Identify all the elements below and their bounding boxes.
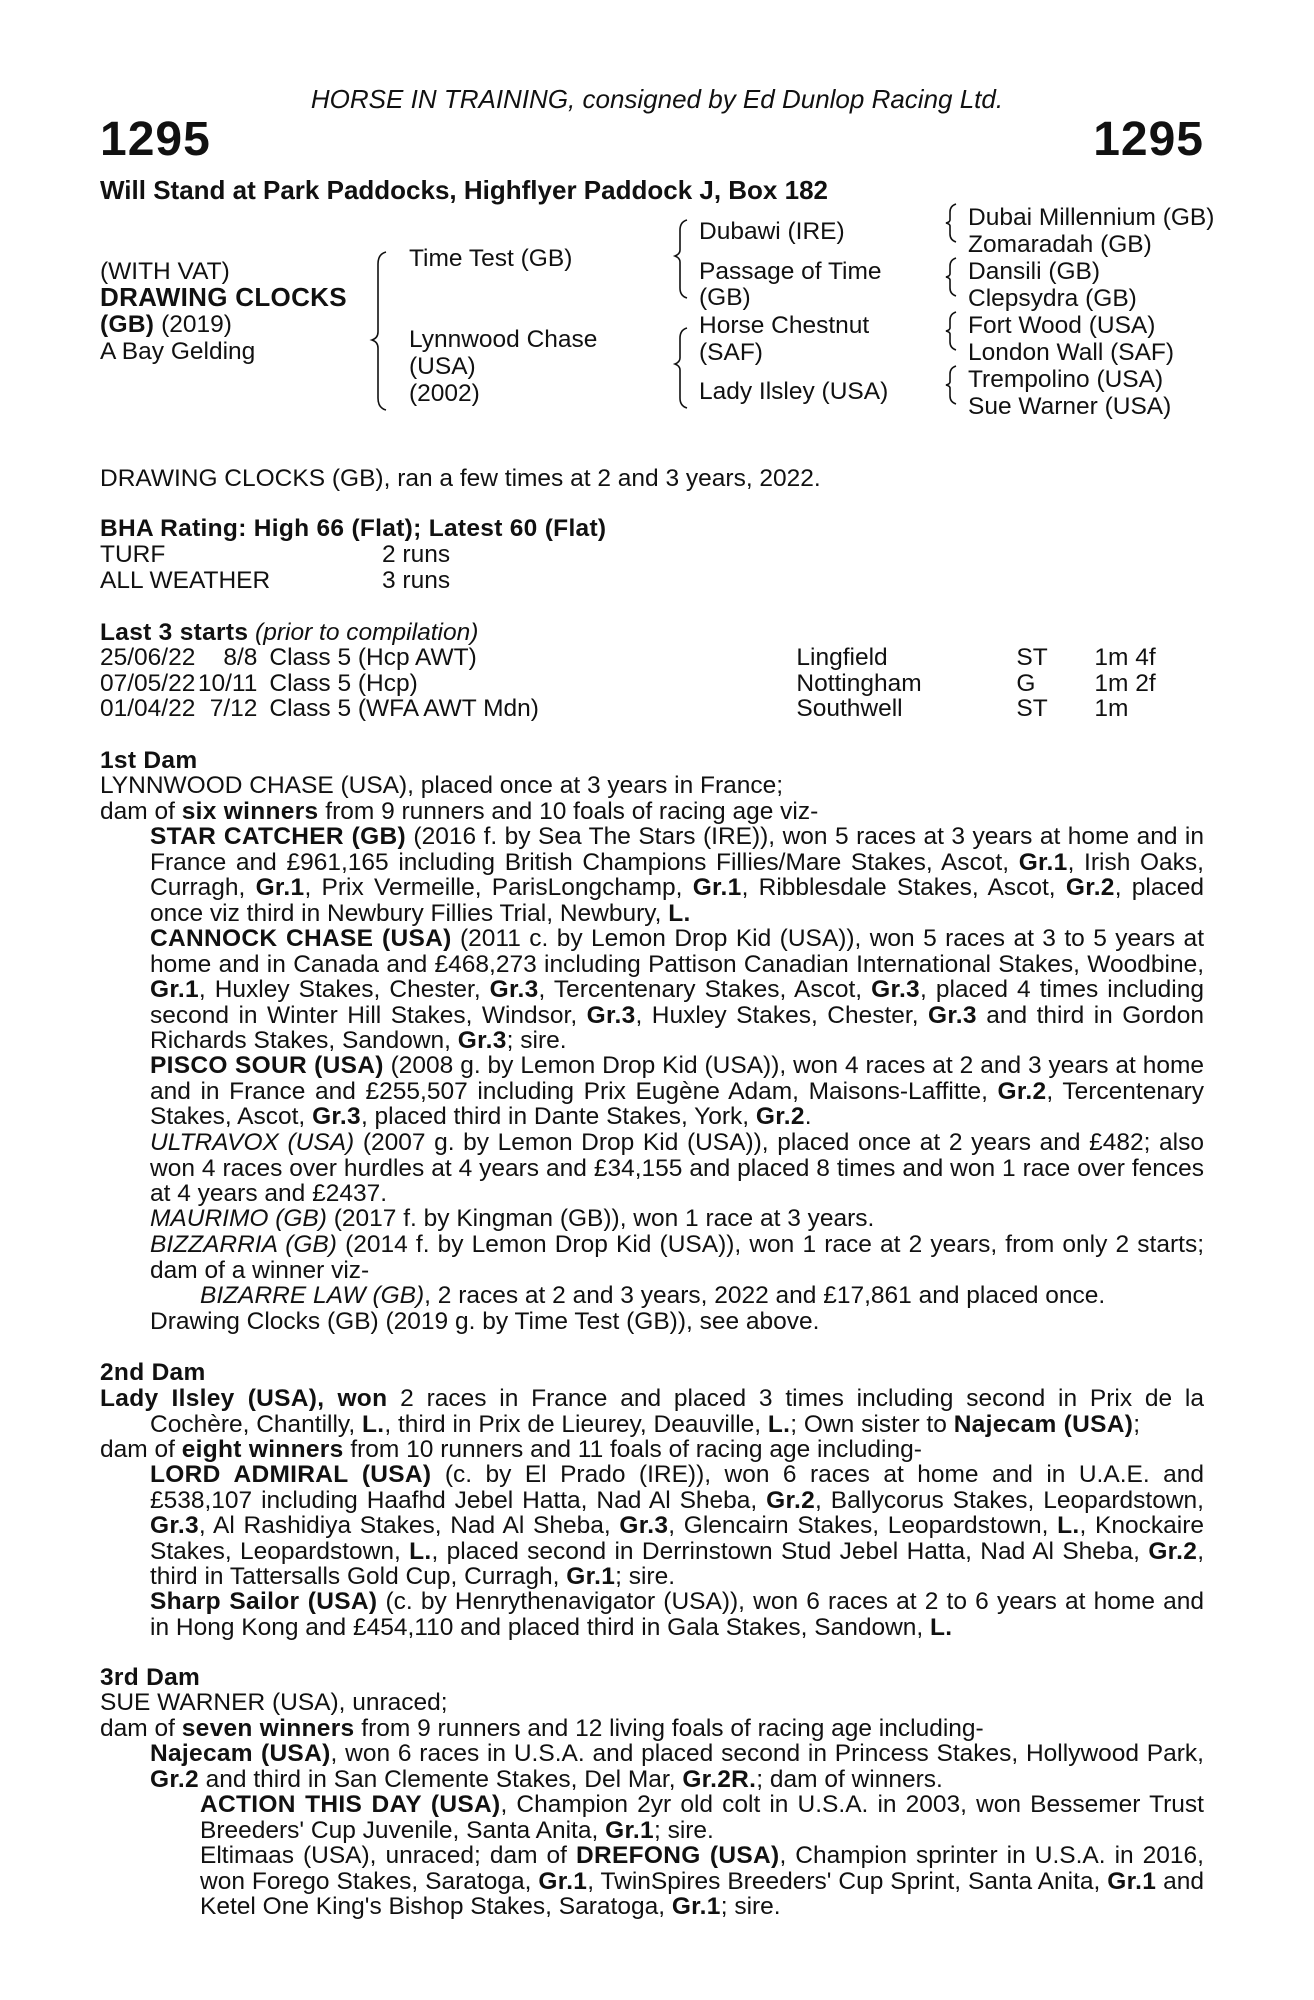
start-going: ST: [1016, 695, 1048, 722]
sire: Time Test (GB): [409, 245, 573, 272]
start-row: [100, 645, 1156, 671]
dam-dam: Lady Ilsley (USA): [699, 378, 889, 405]
horse-name: DRAWING CLOCKS: [100, 282, 347, 312]
dam-line3: (2002): [409, 380, 480, 407]
consignor-line: HORSE IN TRAINING, consigned by Ed Dunlop Racing Ltd.: [310, 84, 1004, 114]
lot-number-left: 1295: [100, 113, 211, 166]
horse-year: (2019): [154, 311, 232, 338]
third-dam-heading: 3rd Dam: [100, 1664, 201, 1691]
rating-value-aw: 3 runs: [382, 567, 451, 594]
horse-country: (GB): [100, 311, 155, 338]
rating-label-turf: TURF: [100, 541, 166, 568]
dam-sire-line1: Horse Chestnut: [699, 312, 870, 339]
rating-label-aw: ALL WEATHER: [100, 567, 271, 594]
start-course: Nottingham: [796, 669, 922, 697]
start-row: [100, 696, 1156, 722]
start-race: Class 5 (Hcp): [269, 669, 418, 697]
ggs-5: Fort Wood (USA): [968, 312, 1156, 339]
sire-brace: [675, 220, 687, 298]
start-race: Class 5 (WFA AWT Mdn): [269, 695, 539, 722]
ggs-1: Dubai Millennium (GB): [968, 204, 1215, 231]
dam-line2: (USA): [409, 353, 476, 380]
ggs-6: London Wall (SAF): [968, 339, 1175, 366]
last-starts-table: [100, 645, 1156, 722]
race-summary: DRAWING CLOCKS (GB), ran a few times at 2 and 3 years, 2022.: [100, 465, 821, 492]
start-date: 01/04/22: [100, 695, 196, 722]
lot-number-right: 1295: [1093, 113, 1204, 166]
third-dam-line1: SUE WARNER (USA), unraced;: [100, 1689, 448, 1716]
start-going: G: [1016, 669, 1036, 697]
second-dam-heading: 2nd Dam: [100, 1359, 206, 1386]
stand-location: Will Stand at Park Paddocks, Highflyer Paddock J, Box 182: [100, 175, 828, 205]
produce-ultravox: ULTRAVOX (USA) (2007 g. by Lemon Drop Kid (USA)), placed once at 2 years and £482; also won 4 races over hurdles at 4 years and £34,155 and placed 8 times and won 1 race over fences at 4 years and £2437.: [150, 1129, 1204, 1207]
start-distance: 1m: [1094, 695, 1129, 722]
start-position: 8/8: [223, 644, 258, 671]
produce-bizzarria: BIZZARRIA (GB) (2014 f. by Lemon Drop Kid (USA)), won 1 race at 2 years, from only 2 starts; dam of a winner viz-: [150, 1231, 1204, 1284]
dam-line1: Lynnwood Chase: [409, 326, 598, 353]
brace-dss: [946, 312, 956, 350]
produce-drawing-clocks: Drawing Clocks (GB) (2019 g. by Time Test (GB)), see above.: [150, 1308, 820, 1335]
brace-sds: [946, 258, 956, 296]
sire-dam-line2: (GB): [699, 284, 751, 311]
brace-dds: [946, 366, 956, 404]
start-course: Southwell: [796, 695, 903, 722]
produce-action-this-day: ACTION THIS DAY (USA), Champion 2yr old colt in U.S.A. in 2003, won Bessemer Trust Breeders' Cup Juvenile, Santa Anita, Gr.1; sire.: [200, 1791, 1204, 1844]
horse-description: A Bay Gelding: [100, 338, 256, 365]
ggs-2: Zomaradah (GB): [968, 231, 1152, 258]
second-dam-text: Lady Ilsley (USA), won 2 races in France and placed 3 times including second in Prix de la Cochère, Chantilly, L., third in Prix de Lieurey, Deauville, L.; Own sister to Najecam (USA);: [100, 1385, 1204, 1438]
ggs-8: Sue Warner (USA): [968, 393, 1172, 420]
start-going: ST: [1016, 644, 1048, 671]
third-dam-produce-line: dam of seven winners from 9 runners and 12 living foals of racing age including-: [100, 1715, 984, 1742]
produce-najecam: Najecam (USA), won 6 races in U.S.A. and placed second in Princess Stakes, Hollywood Park, Gr.2 and third in San Clemente Stakes, Del Mar, Gr.2R.; dam of winners.: [150, 1740, 1204, 1793]
produce-pisco-sour: PISCO SOUR (USA) (2008 g. by Lemon Drop Kid (USA)), won 4 races at 2 and 3 years at home and in France and £255,507 including Prix Eugène Adam, Maisons-Laffitte, Gr.2, Tercentenary Stakes, Ascot, Gr.3, placed third in Dante Stakes, York, Gr.2.: [150, 1052, 1204, 1130]
first-dam-line1: LYNNWOOD CHASE (USA), placed once at 3 years in France;: [100, 772, 784, 799]
bha-rating: BHA Rating: High 66 (Flat); Latest 60 (Flat): [100, 515, 607, 542]
produce-bizarre-law: BIZARRE LAW (GB), 2 races at 2 and 3 years, 2022 and £17,861 and placed once.: [200, 1282, 1106, 1309]
dam-sire-line2: (SAF): [699, 339, 763, 366]
start-position: 10/11: [197, 669, 258, 697]
dam-brace: [675, 328, 687, 408]
start-date: 25/06/22: [100, 644, 196, 671]
sire-sire: Dubawi (IRE): [699, 218, 845, 245]
sire-dam-line1: Passage of Time: [699, 258, 882, 285]
start-distance: 1m 2f: [1094, 669, 1156, 697]
ggs-3: Dansili (GB): [968, 258, 1101, 285]
start-distance: 1m 4f: [1094, 644, 1156, 671]
ggs-4: Clepsydra (GB): [968, 285, 1137, 312]
last-starts-heading: Last 3 starts (prior to compilation): [100, 619, 479, 646]
produce-eltimaas: Eltimaas (USA), unraced; dam of DREFONG (USA), Champion sprinter in U.S.A. in 2016, won Forego Stakes, Saratoga, Gr.1, TwinSpires Breeders' Cup Sprint, Santa Anita, Gr.1 and Ketel One King's Bishop Stakes, Saratoga, Gr.1; sire.: [200, 1842, 1205, 1920]
start-course: Lingfield: [796, 644, 888, 671]
start-race: Class 5 (Hcp AWT): [269, 644, 477, 671]
produce-sharp-sailor: Sharp Sailor (USA) (c. by Henrythenavigator (USA)), won 6 races at 2 to 6 years at home and in Hong Kong and £454,110 and placed third in Gala Stakes, Sandown, L.: [150, 1588, 1204, 1641]
rating-value-turf: 2 runs: [382, 541, 451, 568]
first-dam-line2: dam of six winners from 9 runners and 10 foals of racing age viz-: [100, 798, 819, 825]
produce-lord-admiral: LORD ADMIRAL (USA) (c. by El Prado (IRE)), won 6 races at home and in U.A.E. and £538,107 including Haafhd Jebel Hatta, Nad Al Sheba, Gr.2, Ballycorus Stakes, Leopardstown, Gr.3, Al Rashidiya Stakes, Nad Al Sheba, Gr.3, Glencairn Stakes, Leopardstown, L., Knockaire Stakes, Leopardstown, L., placed second in Derrinstown Stud Jebel Hatta, Nad Al Sheba, Gr.2, third in Tattersalls Gold Cup, Curragh, Gr.1; sire.: [150, 1461, 1204, 1590]
first-dam-heading: 1st Dam: [100, 747, 198, 774]
produce-star-catcher: STAR CATCHER (GB) (2016 f. by Sea The Stars (IRE)), won 5 races at 3 years at home and in France and £961,165 including British Champions Fillies/Mare Stakes, Ascot, Gr.1, Irish Oaks, Curragh, Gr.1, Prix Vermeille, ParisLongchamp, Gr.1, Ribblesdale Stakes, Ascot, Gr.2, placed once viz third in Newbury Fillies Trial, Newbury, L.: [150, 823, 1204, 927]
sire-dam-brace: [372, 252, 386, 410]
start-position: 7/12: [209, 695, 258, 722]
brace-sss: [946, 204, 956, 242]
ggs-7: Trempolino (USA): [968, 366, 1164, 393]
produce-cannock-chase: CANNOCK CHASE (USA) (2011 c. by Lemon Drop Kid (USA)), won 5 races at 3 to 5 years at home and in Canada and £468,273 including Pattison Canadian International Stakes, Woodbine, Gr.1, Huxley Stakes, Chester, Gr.3, Tercentenary Stakes, Ascot, Gr.3, placed 4 times including second in Winter Hill Stakes, Windsor, Gr.3, Huxley Stakes, Chester, Gr.3 and third in Gordon Richards Stakes, Sandown, Gr.3; sire.: [150, 925, 1204, 1054]
start-row: [100, 671, 1156, 697]
produce-maurimo: MAURIMO (GB) (2017 f. by Kingman (GB)), won 1 race at 3 years.: [150, 1205, 875, 1232]
start-date: 07/05/22: [100, 669, 196, 697]
vat-note: (WITH VAT): [100, 258, 230, 285]
second-dam-produce-line: dam of eight winners from 10 runners and 11 foals of racing age including-: [100, 1436, 922, 1463]
